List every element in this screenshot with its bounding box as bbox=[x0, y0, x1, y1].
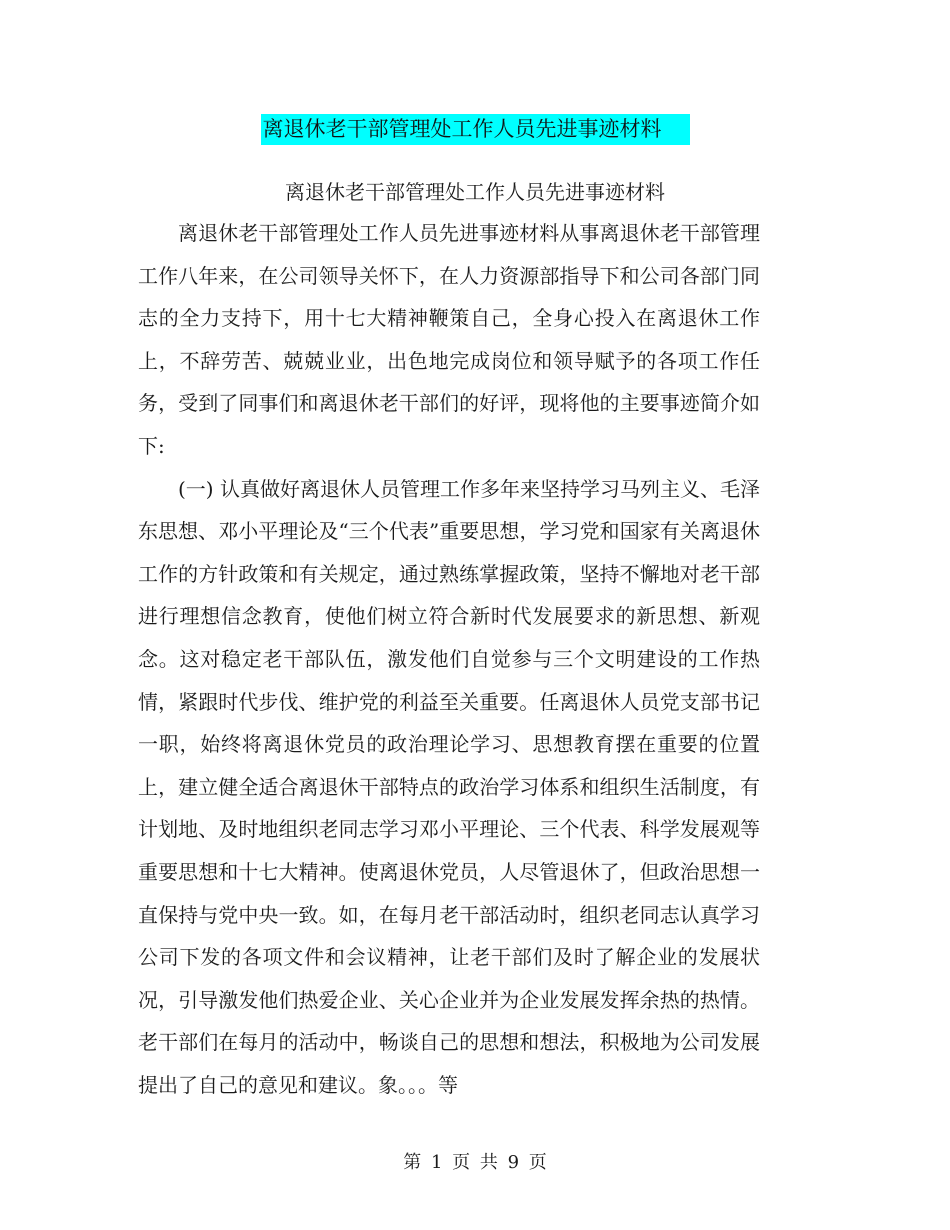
document-subtitle: 离退休老干部管理处工作人员先进事迹材料 bbox=[285, 180, 665, 204]
paragraph-intro: 离退休老干部管理处工作人员先进事迹材料从事离退休老干部管理工作八年来，在公司领导关怀下，在人力资源部指导下和公司各部门同志的全力支持下，用十七大精神鞭策自己，全身心投入在离退休工作上，不辞劳苦、兢兢业业，出色地完成岗位和领导赋予的各项工作任务，受到了同事们和离退休老干部们的好评，现将他的主要事迹简介如下: bbox=[138, 221, 760, 458]
document-body bbox=[138, 212, 760, 1106]
page-number-footer: 第 1 页 共 9 页 bbox=[403, 1152, 547, 1173]
document-title: 离退休老干部管理处工作人员先进事迹材料 bbox=[261, 114, 690, 145]
title-container bbox=[0, 114, 950, 145]
paragraph-section-1: (一) 认真做好离退休人员管理工作多年来坚持学习马列主义、毛泽东思想、邓小平理论及“三个代表”重要思想，学习党和国家有关离退休工作的方针政策和有关规定，通过熟练掌握政策，坚持不懈地对老干部进行理想信念教育，使他们树立符合新时代发展要求的新思想、新观念。这对稳定老干部队伍，激发他们自觉参与三个文明建设的工作热情，紧跟时代步伐、维护党的利益至关重要。任离退休人员党支部书记一职，始终将离退休党员的政治理论学习、思想教育摆在重要的位置上，建立健全适合离退休干部特点的政治学习体系和组织生活制度，有计划地、及时地组织老同志学习邓小平理论、三个代表、科学发展观等重要思想和十七大精神。使离退休党员，人尽管退休了，但政治思想一直保持与党中央一致。如，在每月老干部活动时，组织老同志认真学习公司下发的各项文件和会议精神，让老干部们及时了解企业的发展状况，引导激发他们热爱企业、关心企业并为企业发展发挥余热的热情。老干部们在每月的活动中，畅谈自己的思想和想法，积极地为公司发展提出了自己的意见和建议。象。。。等 bbox=[138, 476, 760, 1097]
